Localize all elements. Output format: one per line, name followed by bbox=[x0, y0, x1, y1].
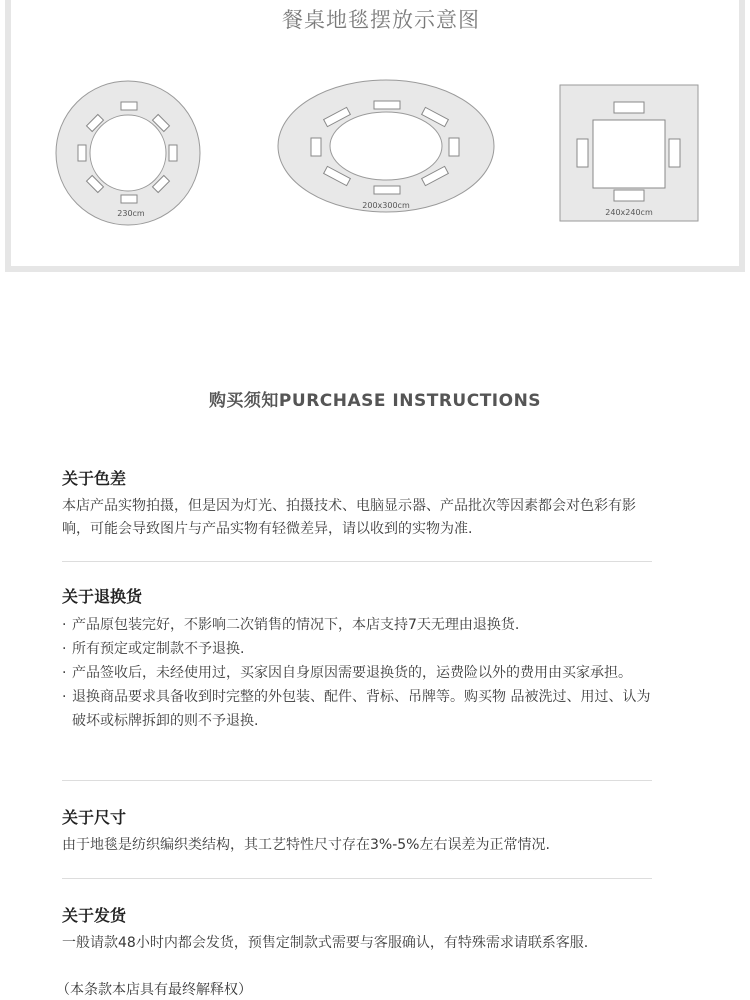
shipping-section bbox=[62, 903, 662, 955]
square-rug-size-label: 240x240cm bbox=[605, 208, 653, 217]
footer-note: （本条款本店具有最终解释权） bbox=[56, 982, 252, 998]
oval-rug bbox=[278, 80, 494, 212]
round-rug bbox=[56, 81, 200, 225]
list-item: · 产品签收后，未经使用过，买家因自身原因需要退换货的，运费险以外的费用由买家承担。 bbox=[62, 661, 662, 685]
section-body: 由于地毯是纺织编织类结构，其工艺特性尺寸存在3%-5%左右误差为正常情况. bbox=[62, 837, 550, 853]
bullet-mark: · bbox=[62, 665, 67, 681]
rug-diagram-svg bbox=[6, 0, 750, 272]
list-item: · 所有预定或定制款不予退换. bbox=[62, 637, 662, 661]
square-rug bbox=[560, 85, 698, 221]
color-difference-section bbox=[62, 466, 662, 541]
divider bbox=[62, 878, 652, 879]
section-title: 关于色差 bbox=[62, 469, 127, 488]
purchase-instructions-heading: 购买须知PURCHASE INSTRUCTIONS bbox=[208, 391, 542, 411]
section-title: 关于尺寸 bbox=[62, 808, 127, 827]
section-body: 一般请款48小时内都会发货，预售定制款式需要与客服确认，有特殊需求请联系客服. bbox=[62, 935, 589, 951]
diagram-title: 餐桌地毯摆放示意图 bbox=[282, 8, 480, 32]
bullet-mark: · bbox=[62, 617, 67, 633]
rug-placement-diagram bbox=[5, 0, 745, 272]
section-body: 本店产品实物拍摄，但是因为灯光、拍摄技术、电脑显示器、产品批次等因素都会对色彩有影响，可能会导致图片与产品实物有轻微差异，请以收到的实物为准. bbox=[62, 498, 636, 537]
round-rug-size-label: 230cm bbox=[117, 209, 145, 218]
bullet-mark: · bbox=[62, 689, 67, 705]
section-title: 关于退换货 bbox=[62, 587, 143, 606]
list-item: · 退换商品要求具备收到时完整的外包装、配件、背标、吊牌等。购买物 品被洗过、用过、认为破坏或标牌拆卸的则不予退换. bbox=[62, 685, 662, 733]
returns-section bbox=[62, 584, 662, 733]
oval-rug-size-label: 200x300cm bbox=[362, 201, 410, 210]
divider bbox=[62, 780, 652, 781]
size-section bbox=[62, 805, 662, 857]
divider bbox=[62, 561, 652, 562]
list-item: · 产品原包装完好，不影响二次销售的情况下，本店支持7天无理由退换货. bbox=[62, 613, 662, 637]
section-title: 关于发货 bbox=[62, 906, 127, 925]
bullet-mark: · bbox=[62, 641, 67, 657]
